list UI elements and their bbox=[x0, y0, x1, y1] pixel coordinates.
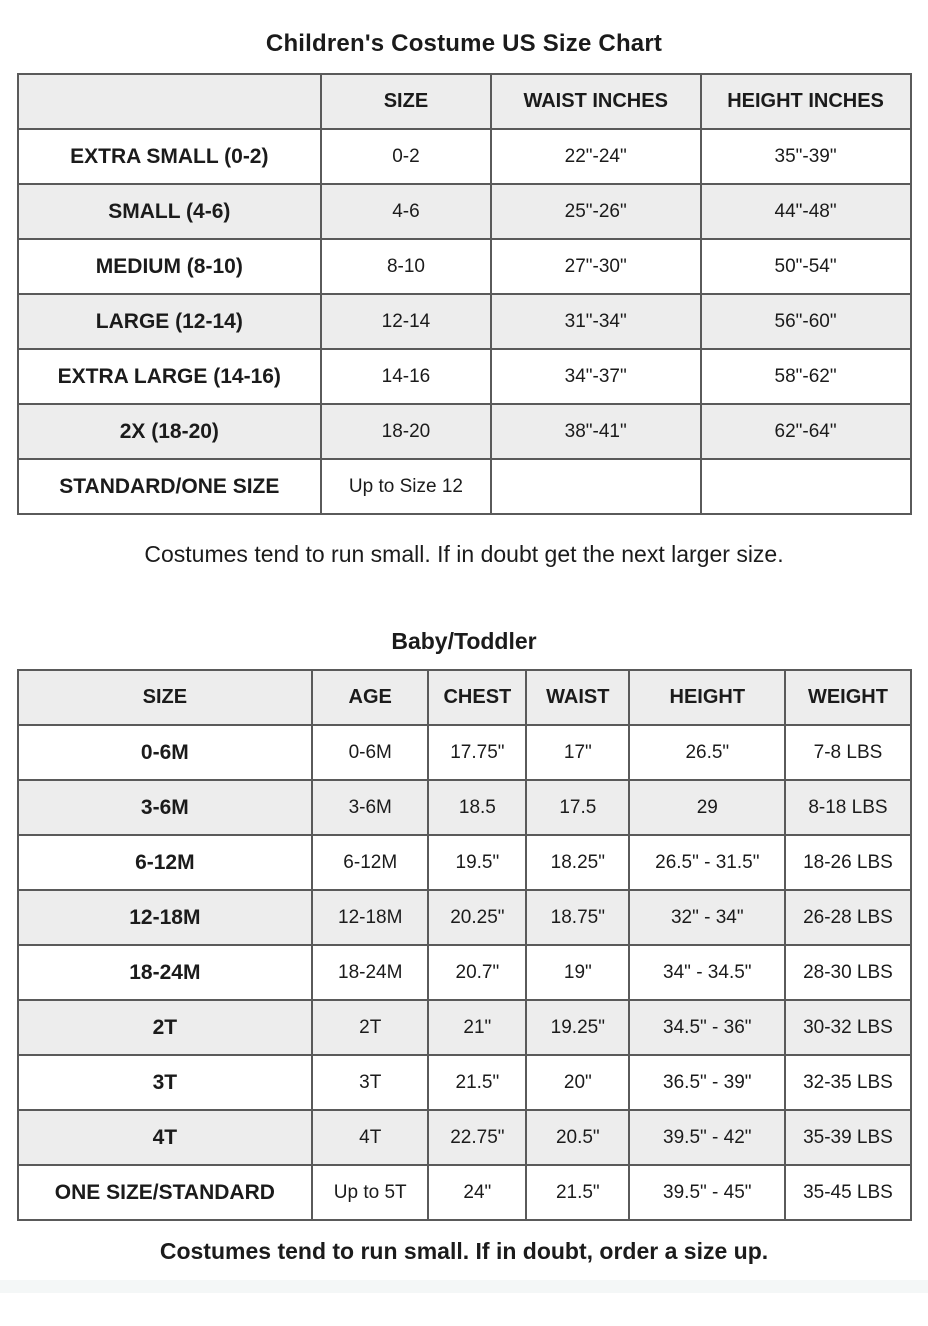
table-cell: 2X (18-20) bbox=[18, 404, 322, 459]
table-cell: 62"-64" bbox=[701, 404, 911, 459]
table-cell: 0-6M bbox=[18, 725, 313, 780]
table-cell: 17" bbox=[526, 725, 629, 780]
column-header: WAIST bbox=[526, 670, 629, 725]
costume-table-note: Costumes tend to run small. If in doubt get the next larger size. bbox=[144, 541, 784, 567]
table-cell: 17.5 bbox=[526, 780, 629, 835]
table-cell: 18-20 bbox=[321, 404, 491, 459]
table-row bbox=[18, 1000, 911, 1055]
table-cell: 35-45 LBS bbox=[785, 1165, 910, 1220]
table-cell: 35-39 LBS bbox=[785, 1110, 910, 1165]
table-cell: 56"-60" bbox=[701, 294, 911, 349]
column-header: HEIGHT INCHES bbox=[701, 74, 911, 129]
table-row bbox=[18, 294, 911, 349]
table-cell: 0-6M bbox=[312, 725, 428, 780]
table-row bbox=[18, 349, 911, 404]
table-cell: 21" bbox=[428, 1000, 526, 1055]
table-cell: 39.5" - 42" bbox=[629, 1110, 785, 1165]
table-cell: 24" bbox=[428, 1165, 526, 1220]
table-cell: Up to 5T bbox=[312, 1165, 428, 1220]
table-cell: 22.75" bbox=[428, 1110, 526, 1165]
table-row bbox=[18, 725, 911, 780]
table-cell: 27"-30" bbox=[491, 239, 701, 294]
page-title: Children's Costume US Size Chart bbox=[265, 30, 663, 57]
baby-toddler-table bbox=[17, 669, 912, 1221]
table-cell: 21.5" bbox=[526, 1165, 629, 1220]
costume-size-table bbox=[17, 73, 912, 515]
table-cell: 22"-24" bbox=[491, 129, 701, 184]
baby-toddler-table-note: Costumes tend to run small. If in doubt, order a size up. bbox=[159, 1238, 769, 1264]
table-cell: 58"-62" bbox=[701, 349, 911, 404]
table-row bbox=[18, 184, 911, 239]
table-row bbox=[18, 780, 911, 835]
table-cell: 18.5 bbox=[428, 780, 526, 835]
table-cell: 2T bbox=[312, 1000, 428, 1055]
table-cell: 20.5" bbox=[526, 1110, 629, 1165]
table-cell: 30-32 LBS bbox=[785, 1000, 910, 1055]
table-cell: 4-6 bbox=[321, 184, 491, 239]
table-cell: EXTRA SMALL (0-2) bbox=[18, 129, 322, 184]
table-cell: 39.5" - 45" bbox=[629, 1165, 785, 1220]
table-cell: 14-16 bbox=[321, 349, 491, 404]
bottom-strip bbox=[0, 1280, 928, 1293]
baby-toddler-title: Baby/Toddler bbox=[391, 628, 537, 654]
table-cell bbox=[491, 459, 701, 514]
column-header: SIZE bbox=[18, 670, 313, 725]
table-cell: 44"-48" bbox=[701, 184, 911, 239]
table-cell: STANDARD/ONE SIZE bbox=[18, 459, 322, 514]
table-cell: LARGE (12-14) bbox=[18, 294, 322, 349]
table-cell: 20.25" bbox=[428, 890, 526, 945]
column-header: WEIGHT bbox=[785, 670, 910, 725]
table-cell: 32-35 LBS bbox=[785, 1055, 910, 1110]
column-header: HEIGHT bbox=[629, 670, 785, 725]
table-cell: 18.25" bbox=[526, 835, 629, 890]
table-cell: 32" - 34" bbox=[629, 890, 785, 945]
table-cell: EXTRA LARGE (14-16) bbox=[18, 349, 322, 404]
table-cell: 12-14 bbox=[321, 294, 491, 349]
table-cell: 3-6M bbox=[312, 780, 428, 835]
table-cell: 50"-54" bbox=[701, 239, 911, 294]
table-cell: 8-10 bbox=[321, 239, 491, 294]
table-cell: 19" bbox=[526, 945, 629, 1000]
table-cell: 3-6M bbox=[18, 780, 313, 835]
table-row bbox=[18, 1055, 911, 1110]
table-cell: 3T bbox=[312, 1055, 428, 1110]
table-row bbox=[18, 459, 911, 514]
table-cell: 19.25" bbox=[526, 1000, 629, 1055]
table-cell: 8-18 LBS bbox=[785, 780, 910, 835]
table-cell: 17.75" bbox=[428, 725, 526, 780]
table-cell: 18-24M bbox=[18, 945, 313, 1000]
table-cell: 26-28 LBS bbox=[785, 890, 910, 945]
column-header: WAIST INCHES bbox=[491, 74, 701, 129]
table-row bbox=[18, 1165, 911, 1220]
table-cell bbox=[701, 459, 911, 514]
header-row bbox=[18, 74, 911, 129]
table-cell: 21.5" bbox=[428, 1055, 526, 1110]
table-cell: 3T bbox=[18, 1055, 313, 1110]
table-cell: 18.75" bbox=[526, 890, 629, 945]
table-row bbox=[18, 890, 911, 945]
table-cell: 38"-41" bbox=[491, 404, 701, 459]
table-cell: 35"-39" bbox=[701, 129, 911, 184]
column-header: SIZE bbox=[321, 74, 491, 129]
table-cell: 28-30 LBS bbox=[785, 945, 910, 1000]
table-cell: ONE SIZE/STANDARD bbox=[18, 1165, 313, 1220]
table-cell: 18-24M bbox=[312, 945, 428, 1000]
table-cell: 12-18M bbox=[18, 890, 313, 945]
table-cell: 25"-26" bbox=[491, 184, 701, 239]
table-cell: 7-8 LBS bbox=[785, 725, 910, 780]
table-cell: SMALL (4-6) bbox=[18, 184, 322, 239]
header-row bbox=[18, 670, 911, 725]
table-row bbox=[18, 239, 911, 294]
table-row bbox=[18, 129, 911, 184]
table-cell: 2T bbox=[18, 1000, 313, 1055]
column-header: AGE bbox=[312, 670, 428, 725]
column-header bbox=[18, 74, 322, 129]
table-cell: 29 bbox=[629, 780, 785, 835]
table-row bbox=[18, 404, 911, 459]
table-cell: 34" - 34.5" bbox=[629, 945, 785, 1000]
table-cell: 18-26 LBS bbox=[785, 835, 910, 890]
table-cell: 6-12M bbox=[18, 835, 313, 890]
table-cell: 20" bbox=[526, 1055, 629, 1110]
column-header: CHEST bbox=[428, 670, 526, 725]
table-cell: 26.5" bbox=[629, 725, 785, 780]
table-cell: Up to Size 12 bbox=[321, 459, 491, 514]
table-row bbox=[18, 945, 911, 1000]
table-cell: 36.5" - 39" bbox=[629, 1055, 785, 1110]
table-cell: 19.5" bbox=[428, 835, 526, 890]
table-cell: 20.7" bbox=[428, 945, 526, 1000]
table-cell: 34"-37" bbox=[491, 349, 701, 404]
table-cell: 4T bbox=[312, 1110, 428, 1165]
table-cell: 6-12M bbox=[312, 835, 428, 890]
table-cell: 4T bbox=[18, 1110, 313, 1165]
table-row bbox=[18, 835, 911, 890]
table-cell: 26.5" - 31.5" bbox=[629, 835, 785, 890]
table-cell: MEDIUM (8-10) bbox=[18, 239, 322, 294]
table-cell: 0-2 bbox=[321, 129, 491, 184]
table-row bbox=[18, 1110, 911, 1165]
table-cell: 12-18M bbox=[312, 890, 428, 945]
table-cell: 31"-34" bbox=[491, 294, 701, 349]
table-cell: 34.5" - 36" bbox=[629, 1000, 785, 1055]
